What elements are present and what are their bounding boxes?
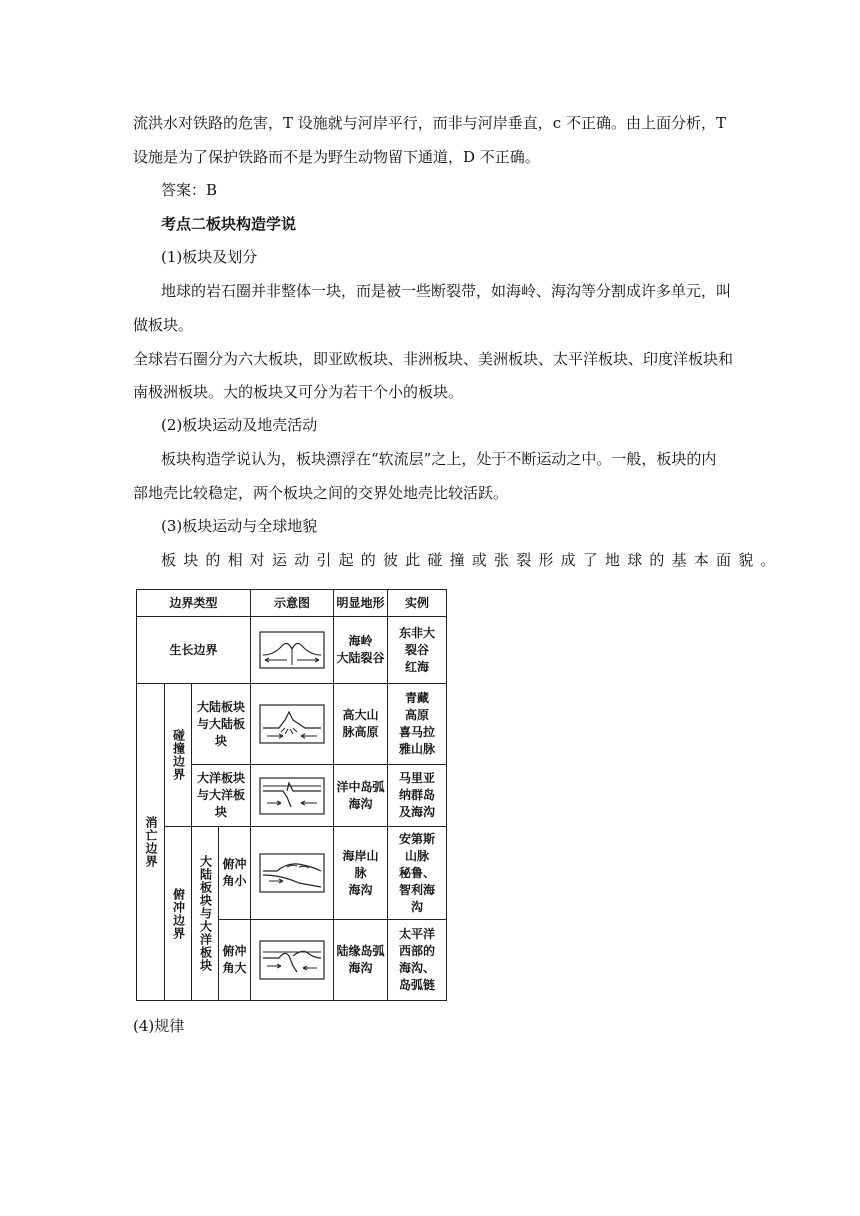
diagram-cell: [251, 684, 334, 765]
paragraph-line: 全球岩石圈分为六大板块，即亚欧板块、非洲板块、美洲板块、太平洋板块、印度洋板块和: [133, 350, 734, 368]
diagram-cell: [251, 920, 334, 1001]
island-arc-diagram: [259, 777, 325, 815]
diagram-cell: [251, 765, 334, 827]
paragraph-line: 板块构造学说认为，板块漂浮在“软流层”之上，处于不断运动之中。一般，板块的内: [161, 450, 717, 468]
marginal-arc-diagram: [259, 940, 325, 980]
destructive-boundary-label: 消亡边界: [137, 684, 165, 1001]
small-landform: 海岸山 脉 海沟: [334, 827, 388, 920]
table-header-row: [137, 590, 447, 617]
subsection-title: (3)板块运动与全球地貌: [161, 517, 318, 535]
collision-boundary-label: 碰撞边界: [165, 684, 192, 827]
growth-example: 东非大 裂谷 红海: [388, 617, 447, 684]
header-diagram: 示意图: [251, 590, 334, 617]
diagram-cell: [251, 617, 334, 684]
cc-example: 青藏 高原 喜马拉 雅山脉: [388, 684, 447, 765]
small-example: 安第斯 山脉 秘鲁、 智利海 沟: [388, 827, 447, 920]
table-row: [137, 617, 447, 684]
paragraph-line: 设施是为了保护铁路而不是为野生动物留下通道，D 不正确。: [133, 148, 540, 166]
plate-boundary-table: [136, 589, 447, 1001]
cc-landform: 高大山 脉高原: [334, 684, 388, 765]
ridge-diagram: [259, 631, 325, 669]
subsection-title: (1)板块及划分: [161, 248, 258, 266]
paragraph-line: 流洪水对铁路的危害，T 设施就与河岸平行，而非与河岸垂直，c 不正确。由上面分析，T: [133, 114, 726, 132]
table-row: [137, 684, 447, 765]
cont-ocean-label: 大陆板块与大洋板块: [192, 827, 219, 1001]
coastal-range-diagram: [259, 853, 325, 893]
header-landform: 明显地形: [334, 590, 388, 617]
paragraph-line: 板块的相对运动引起的彼此碰撞或张裂形成了地球的基本面貌。: [161, 551, 783, 569]
large-landform: 陆缘岛弧 海沟: [334, 920, 388, 1001]
cc-label: 大陆板块 与大陆板 块: [192, 684, 251, 765]
paragraph-line: 南极洲板块。大的板块又可分为若干个小的板块。: [133, 383, 464, 401]
subsection-title: (4)规律: [133, 1017, 185, 1035]
paragraph-line: 做板块。: [133, 316, 194, 334]
table-row: [137, 827, 447, 920]
subduction-boundary-label: 俯冲边界: [165, 827, 192, 1001]
growth-landform: 海岭 大陆裂谷: [334, 617, 388, 684]
paragraph-line: 部地壳比较稳定，两个板块之间的交界处地壳比较活跃。: [133, 484, 509, 502]
paragraph-line: 地球的岩石圈并非整体一块，而是被一些断裂带，如海岭、海沟等分割成许多单元，叫: [161, 282, 732, 300]
oo-landform: 洋中岛弧 海沟: [334, 765, 388, 827]
large-angle-label: 俯冲 角大: [219, 920, 251, 1001]
small-angle-label: 俯冲 角小: [219, 827, 251, 920]
subsection-title: (2)板块运动及地壳活动: [161, 416, 318, 434]
diagram-cell: [251, 827, 334, 920]
large-example: 太平洋 西部的 海沟、 岛弧链: [388, 920, 447, 1001]
answer-line: 答案：B: [161, 181, 218, 199]
header-boundary-type: 边界类型: [137, 590, 251, 617]
section-heading: 考点二板块构造学说: [161, 215, 297, 233]
header-example: 实例: [388, 590, 447, 617]
growth-boundary-label: 生长边界: [137, 617, 251, 684]
oo-label: 大洋板块 与大洋板 块: [192, 765, 251, 827]
oo-example: 马里亚 纳群岛 及海沟: [388, 765, 447, 827]
mountain-diagram: [259, 704, 325, 744]
